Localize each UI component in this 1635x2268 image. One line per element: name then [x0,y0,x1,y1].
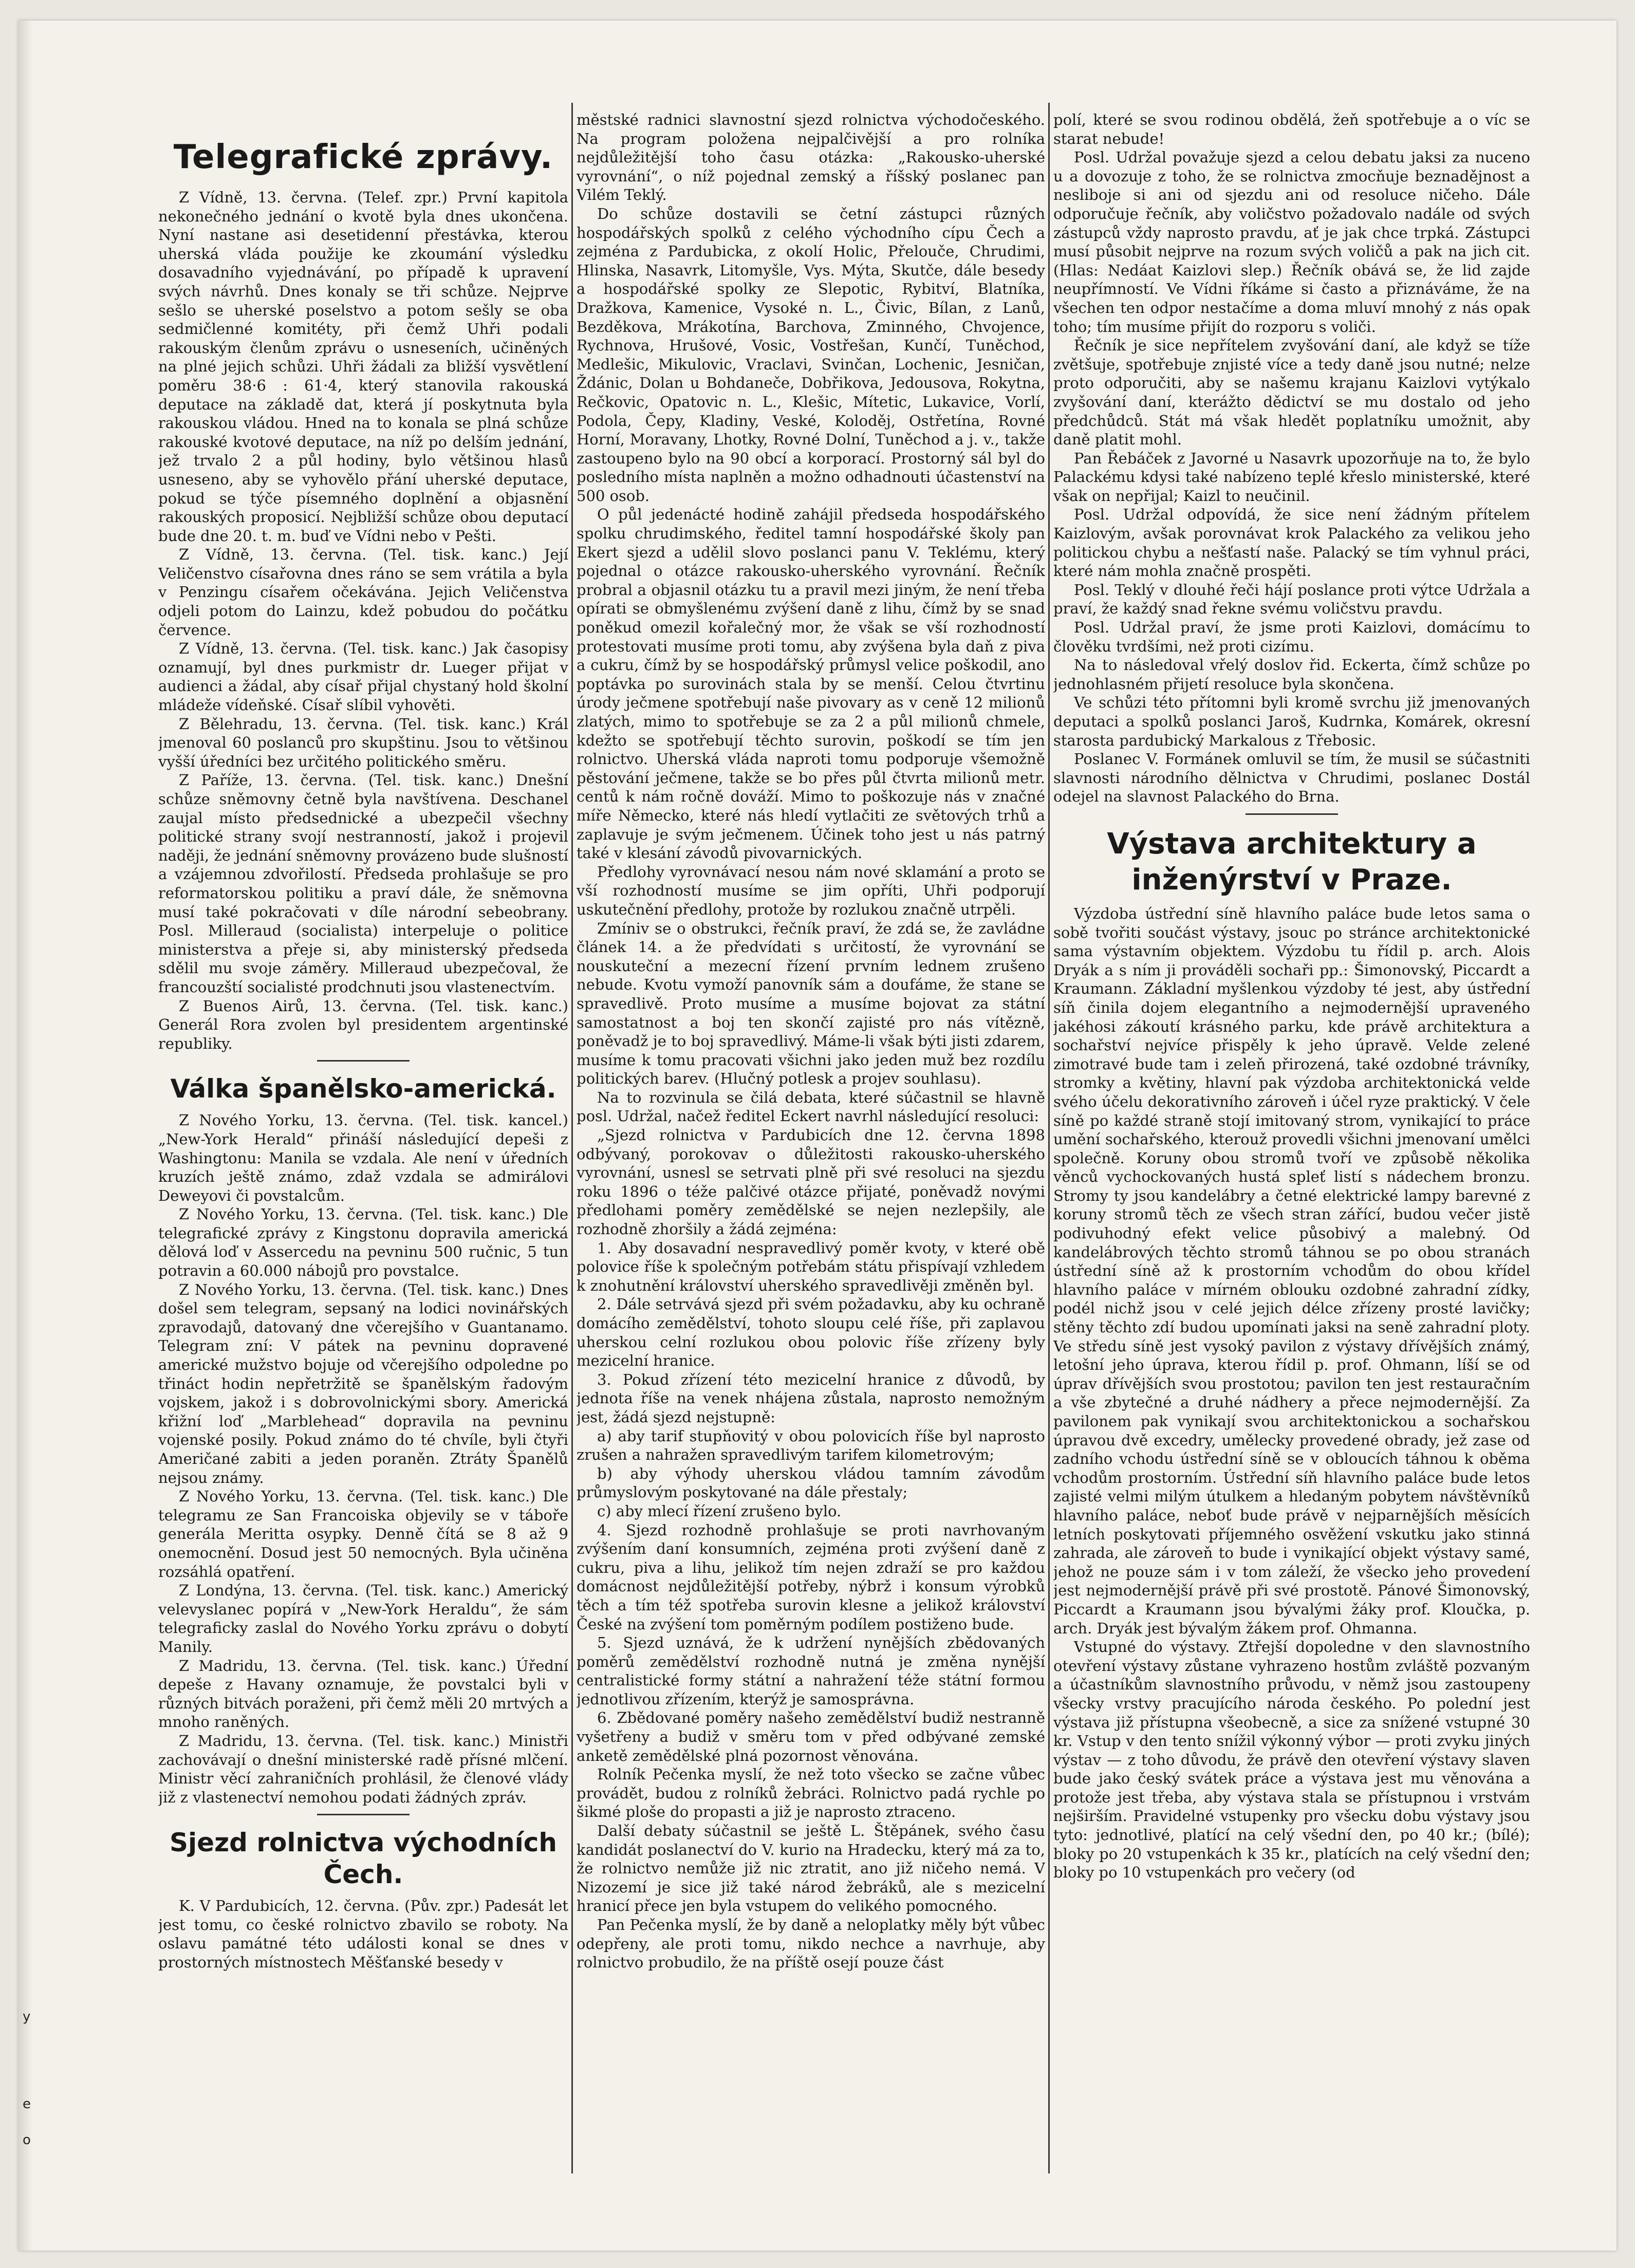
article-paragraph: Výzdoba ústřední síně hlavního paláce bude letos sama o sobě tvořiti součást výstavy, jsouc po stránce architektonické sama výstavním objektem. Výzdobu tu řídil p. arch. Alois Dryák a s ním ji prováděli sochaři pp.: Šimonovský, Piccardt a Kraumann. Základní myšlenkou výzdoby té jest, aby ústřední síň činila dojem elegantního a nejmodernější upraveného jakéhosi zákoutí krásného parku, kde právě architektura a sochařství nejvíce přispěly k jeho úpravě. Velde zelené zimotravé bude tam i zeleň přirozená, také ozdobné trávníky, stromky a květiny, hlavní pak výzdoba architektonická velde svého účelu dekorativního zároveň i účel ryze praktický. V čele síně po každé straně stojí imitovaný strom, vynikající to práce umění sochařského, kterouž provedli všichni jmenovaní umělci společně. Koruny obou stromů tvoří ve způsobě několika věnců vychockovaných hustá spleť listí s nádechem bronzu. Stromy ty jsou kandelábry a četné elektrické lampy barevné z koruny stromů těch ze všech stran zářící, budou večer jistě podivuhodný efekt velice působivý a malebný. Od kandelábrových těchto stromů táhnou se po obou stranách ústřední síně až k prostorním vchodům do obou křídel hlavního paláce v mírném oblouku ozdobné zahradní zídky, podél nichž jsou v celé jejich délce zřízeny prosté lavičky; stěny těchto zdí budou upomínati jaksi na seně zahradní ploty. Ve středu síně jest vysoký pavilon z výstavy dřívějších známý, letošní jeho úprava, kterou řídil p. prof. Ohmann, líší se od úprav dřívějších svou prostotou; pavilon ten jest restauračním a vše zbytečné a druhé nádhery a přece nejmodernější. Za pavilonem pak vynikají svou architektonickou a sochařskou úpravou dvě excedry, umělecky provedené obrady, jež zase od zadního vchodu ústřední síně se v obloucích táhnou k oběma vchodům prostorním. Ústřední síň hlavního paláce bude letos zajisté velmi milým útulkem a hledaným pobytem návštěvníků hlavního paláce, neboť bude právě v nejparnějších měsících letních poskytovati příjemného osvěžení vskutku jako stinná zahrada, ale zároveň to bude i vynikající objekt výstavy samé, jehož ne pouze sám i v tom záleží, že všecko jeho provedení jest nejmodernější právě při své prostotě. Pánové Šimonovský, Piccardt a Kraumann jsou bývalými žáky prof. Kloučka, p. arch. Dryák jest bývalým žákem prof. Ohmanna. [1053,904,1530,1637]
article-paragraph: O půl jedenácté hodině zahájil předseda hospodářského spolku chrudimského, ředitel tamní hospodářské školy pan Ekert sjezd a udělil slovo poslanci panu V. Teklému, který pojednal o otázce rakousko-uherského vyrovnání. Řečník probral a objasnil otázku tu a pravil mezi jiným, že není třeba opírati se obmyšlenému zvýšení daně z lihu, čímž by se snad poněkud omezil kořalečný mor, že však se vší rozhodností protestovati musíme proti tomu, aby zvýšena byla daň z piva a cukru, čímž by se hospodářský průmysl velice poškodil, ano poptávka po surovinách stala by se menší. Celou čtvrtinu úrody ječmene spotřebují naše pivovary as v ceně 12 milionů zlatých, mimo to spotřebuje se za 2 a půl milionů chmele, kdežto se spotřebují těchto surovin, poškodí se tím jen rolnictvo. Uherská vláda naproti tomu podporuje všemožně pěstování ječmene, takže se bo přes půl čtvrta milionů metr. centů k nám ročně dováží. Mimo to poškozuje nás v značné míře Německo, které nás hledí vytlačiti ze světových trhů a zaplavuje je svým ječmenem. Účinek toho jest u nás patrný také v klesání závodů pivovarnických. [577,506,1045,862]
article-paragraph: c) aby mlecí řízení zrušeno bylo. [597,1502,842,1520]
article-paragraph: Posl. Teklý v dlouhé řeči hájí poslance proti výtce Udržala a praví, že každý snad řekne svému voličstvu pravdu. [1053,581,1530,618]
article-paragraph: 6. Zbědované poměry našeho zemědělství budiž nestranně vyšetřeny a budiž v směru tom v před odbývané zemské anketě zemědělské plná pozornost věnována. [577,1709,1045,1764]
article-paragraph: Posl. Udržal praví, že jsme proti Kaizlovi, domácímu to člověku tvrdšími, než proti cizímu. [1053,619,1530,655]
article-paragraph: Pan Pečenka myslí, že by daně a neloplatky měly být vůbec odepřeny, ale proti tomu, nikdo nechce a navrhuje, aby rolnictvo probudilo, že na příště osejí pouze část [577,1916,1045,1972]
margin-mark: e [23,2096,31,2112]
article-paragraph: Rolník Pečenka myslí, že než toto všecko se začne vůbec provádět, budou z rolníků žebráci. Rolnictvo padá rychle po šikmé ploše do propasti a již je naprosto ztraceno. [577,1765,1045,1821]
article-paragraph: 1. Aby dosavadní nespravedlivý poměr kvoty, v které obě polovice říše k společným potřebám státu přispívají vzhledem k znohutnění království uherského spravedlivěji změněn byl. [577,1239,1045,1294]
section-heading-exhibition: Výstava architektury a inženýrství v Praze. [1107,827,1477,897]
column-rule [571,103,573,2173]
section-heading-telegrams: Telegrafické zprávy. [173,138,553,176]
article-paragraph: Z Madridu, 13. června. (Tel. tisk. kanc.) Ministři zachovávají o dnešní ministerské radě přísné mlčení. Ministr věcí zahraničních prohlásil, že členové vlády již z vlastenectví nemohou podati žádných zpráv. [158,1732,568,1806]
divider [1246,813,1338,815]
article-paragraph: Na to následoval vřelý doslov řid. Eckerta, čímž schůze po jednohlasném přijetí resoluce byla skončena. [1053,656,1530,693]
article-paragraph: Vstupné do výstavy. Ztřejší dopoledne v den slavnostního otevření výstavy zůstane vyhrazeno hostům zvláště pozvaným a účastníkům slavnostního průvodu, v němž jsou zastoupeny všecky vrstvy pracujícího národa českého. Po polední jest výstava již přístupna všeobecně, a sice za snížené vstupné 30 kr. Vstup v den tento snížil výkonný výbor — proti zvyku jiných výstav — z toho důvodu, že právě den otevření výstavy slaven bude jako český svátek práce a výstava jest mu věnována a protože jest třeba, aby výstava stala se přístupnou i vrstvám nejširším. Pravidelné vstupenky pro všecku dobu výstavy jsou tyto: jednotlivé, platící na celý všední den, po 40 kr.; (bílé); bloky po 20 vstupenkách k 35 kr., platících na celý všední den; bloky po 10 vstupenkách pro večery (od [1053,1638,1530,1882]
article-paragraph: Na to rozvinula se čilá debata, které súčastnil se hlavně posl. Udržal, načež ředitel Eckert navrhl následující resoluci: [577,1088,1045,1125]
page-edge-shadow [18,21,33,2251]
article-paragraph: Z Madridu, 13. června. (Tel. tisk. kanc.) Úřední depeše z Havany oznamuje, že povstalci byli v různých bitvách poraženi, při čemž měli 20 mrtvých a mnoho raněných. [158,1657,568,1731]
article-paragraph: Z Londýna, 13. června. (Tel. tisk. kanc.) Americký velevyslanec popírá v „New-York Heraldu“, že sám telegraficky zaslal do Nového Yorku zprávu o dobytí Manily. [158,1582,568,1656]
article-paragraph: 3. Pokud zřízení této mezicelní hranice z důvodů, by jednota říše na venek nhájena zůstala, naprosto nemožným jest, žádá sjezd nejstupně: [577,1370,1045,1426]
article-paragraph: b) aby výhody uherskou vládou tamním závodům průmyslovým poskytované na dále přestaly; [577,1464,1045,1501]
article-paragraph: Z Buenos Airů, 13. června. (Tel. tisk. kanc.) Generál Rora zvolen byl presidentem argentinské republiky. [158,997,568,1052]
column-2 [577,110,1045,2155]
newspaper-page [18,21,1617,2251]
divider [317,1814,410,1815]
section-heading-war: Válka španělsko-americká. [170,1074,556,1104]
article-paragraph: Do schůze dostavili se četní zástupci různých hospodářských spolků z celého východního cípu Čech a zejména z Pardubicka, z okolí Holic, Přelouče, Chrudimi, Hlinska, Nasavrk, Litomyšle, Vys. Mýta, Skutče, dále besedy a hospodářské spolky ze Slepotic, Rybitví, Blatníka, Dražkova, Kamenice, Vysoké n. L., Čivic, Bílan, z Lanů, Bezděkova, Mrákotína, Barchova, Zminného, Chvojence, Rychnova, Hrušové, Vosic, Vostřešan, Kunčí, Tuněchod, Medlešic, Mikulovic, Vraclavi, Svinčan, Lochenic, Jesničan, Ždánic, Dolan u Bohdaneče, Dobřikova, Jedousova, Rokytna, Rečkovic, Opatovic n. L., Klešic, Mítetic, Lukavice, Vorlí, Podola, Čepy, Kladiny, Veské, Koloděj, Ostřetína, Rovné Horní, Moravany, Lhotky, Rovné Dolní, Tuněchod a j. v., takže zastoupeno bylo na 90 obcí a korporací. Prostorný sál byl do posledního místa naplněn a možno odhadnouti účastenství na 500 osob. [577,205,1045,505]
article-paragraph: 4. Sjezd rozhodně prohlašuje se proti navrhovaným zvýšením daní konsumních, zejména proti zvýšení daně z cukru, piva a lihu, jelikož tím nejen zdraží se pro každou domácnost nejdůležitější potřeby, nýbrž i konsum výrobků těch a tím též spotřeba surovin klesne a jelikož království České na zvýšení tom poměrným podílem postiženo bude. [577,1521,1045,1633]
article-paragraph: Posl. Udržal odpovídá, že sice není žádným přítelem Kaizlovým, avšak porovnávat krok Palackého za velikou jeho politickou chybu a nešťastí naše. Palacký se tím vyhnul práci, které nám mohla značně prospěti. [1053,506,1530,580]
article-paragraph: Z Vídně, 13. června. (Tel. tisk. kanc.) Její Veličenstvo císařovna dnes ráno se sem vrátila a byla v Penzingu císařem očekávána. Jejich Veličenstva odjeli potom do Lainzu, kdež pobudou do počátku července. [158,546,568,639]
article-paragraph: městské radnici slavnostní sjezd rolnictva východočeského. Na program položena nejpalčivější a pro rolníka nejdůležitější toho času otázka: „Rakousko-uherské vyrovnání“, o níž pojednal zemský a říšský poslanec pan Vilém Teklý. [577,111,1045,204]
article-paragraph: polí, které se svou rodinou obdělá, žeň spotřebuje a o víc se starat nebude! [1053,111,1530,147]
article-paragraph: Z Vídně, 13. června. (Telef. zpr.) První kapitola nekonečného jednání o kvotě byla dnes ukončena. Nyní nastane asi desetidenní přestávka, kterou uherská vláda použije ke zkoumání výsledku dosavadního vyjednávání, po případě k upravení svých návrhů. Dnes konaly se tři schůze. Nejprve sešlo se uherské poselstvo a potom sešly se oba sedmičlenné komitéty, při čemž Uhři podali rakouským členům zprávu o usneseních, učiněných na plné jejich schůzi. Uhři žádali za bližší vysvětlení poměru 38·6 : 61·4, který stanovila rakouská deputace na základě dat, která jí poskytnuta byla rakouskou vládou. Hned na to konala se plná schůze rakouské kvotové deputace, na níž po delším jednání, jež trvalo 2 a půl hodiny, bylo většinou hlasů usneseno, aby se vyhovělo přání uherské deputace, pokud se týče písemného doplnění a objasnění rakouských proposicí. Nejbližší schůze obou deputací bude dne 20. t. m. buď ve Vídni nebo v Pešti. [158,189,568,545]
margin-mark: o [23,2132,31,2148]
article-paragraph: a) aby tarif stupňovitý v obou polovicích říše byl naprosto zrušen a nahražen spravedlivým tarifem kilometrovým; [577,1427,1045,1464]
article-paragraph: Pan Řebáček z Javorné u Nasavrk upozorňuje na to, že bylo Palackému kdysi také nabízeno teplé křeslo ministerské, které však on nepřijal; Kaizl to neučinil. [1053,449,1530,505]
article-paragraph: 5. Sjezd uznává, že k udržení nynějších zbědovaných poměrů zemědělství rozhodně nutná je změna nynější centralistické formy státní a nahražení téže státní formou jednotlivou zřízením, kterýž je samosprávna. [577,1634,1045,1708]
article-paragraph: Z Nového Yorku, 13. června. (Tel. tisk. kanc.) Dnes došel sem telegram, sepsaný na lodici novinářských zpravodajů, datovaný dne včerejšího v Guantanamo. Telegram zní: V pátek na pevninu dopravené americké mužstvo bojuje od včerejšího odpoledne po třináct hodin nepřetržitě se španělským řadovým vojskem, jakož i s dobrovolnickými sbory. Americká křižní loď „Marblehead“ dopravila na pevninu vojenské posily. Pokud známo do té chvíle, byli čtyři Američané zabiti a jeden poraněn. Ztráty Španělů nejsou známy. [158,1280,568,1486]
article-paragraph: Z Nového Yorku, 13. června. (Tel. tisk. kancel.) „New-York Herald“ přináší následující depeši z Washingtonu: Manila se vzdala. Ale není v úředních kruzích ještě známo, zdaž vzdala se admirálovi Deweyovi či povstalcům. [158,1111,568,1204]
article-paragraph: Další debaty súčastnil se ještě L. Štěpánek, svého času kandidát poslanectví do V. kurio na Hradecku, který má za to, že rolnictvo nemůže již nic ztratit, ano již ničeho nemá. V Nizozemí je sice již také národ žebráků, ale s mezicelní hranicí přece jen byla vstupem do velikého pomocného. [577,1822,1045,1915]
margin-mark: y [23,2009,31,2024]
article-paragraph: Předlohy vyrovnávací nesou nám nové sklamání a proto se vší rozhodností musíme se jim opříti, Uhři podporují uskutečnění předlohy, protože by rozlukou značně utrpěli. [577,863,1045,918]
article-paragraph: „Sjezd rolnictva v Pardubicích dne 12. června 1898 odbývaný, porokovav o důležitosti rakousko-uherského vyrovnání, usnesl se setrvati plně při své resoluci na sjezdu roku 1896 o téže palčivé otázce přijaté, poněvadž novými předlohami poměry zemědělské se nejen nezlepšily, ale rozhodně zhoršily a žádá zejména: [577,1126,1045,1238]
article-paragraph: 2. Dále setrvává sjezd při svém požadavku, aby ku ochraně domácího zemědělství, tohoto sloupu celé říše, při zaplavou uherskou celní rozlukou obou polovic říše zřízeny byly mezicelní hranice. [577,1295,1045,1370]
article-paragraph: Řečník je sice nepřítelem zvyšování daní, ale když se tíže zvětšuje, spotřebuje znjisté více a tedy daně jsou nutné; nelze proto odporučiti, aby se našemu krajanu Kaizlovi vytýkalo zvyšování daní, kterážto dědictví se mu dostalo od jeho předchůdců. Stát má však hledět poplatníku umožnit, aby daně platit mohl. [1053,337,1530,449]
article-paragraph: Ve schůzi této přítomni byli kromě svrchu již jmenovaných deputaci a spolků poslanci Jaroš, Kudrnka, Komárek, okresní starosta pardubický Markalous z Třebosic. [1053,694,1530,749]
article-paragraph: K. V Pardubicích, 12. června. (Pův. zpr.) Padesát let jest tomu, co české rolnictvo zbavilo se roboty. Na oslavu památné této události konal se dnes v prostorných místnostech Měšťanské besedy v [158,1897,568,1972]
article-paragraph: Z Nového Yorku, 13. června. (Tel. tisk. kanc.) Dle telegramu ze San Francoiska objevily se v táboře generála Meritta osypky. Denně čítá se 8 až 9 onemocnění. Dosud jest 50 nemocných. Byla učiněna rozsáhlá opatření. [158,1488,568,1581]
article-paragraph: Z Vídně, 13. června. (Tel. tisk. kanc.) Jak časopisy oznamují, byl dnes purkmistr dr. Lueger přijat v audienci a žádal, aby císař přijal chystaný hold školní mládeže vídeňské. Císař slíbil vyhověti. [158,640,568,714]
article-paragraph: Poslanec V. Formánek omluvil se tím, že musil se súčastniti slavnosti národního dělnictva v Chrudimi, poslanec Dostál odejel na slavnost Palackého do Brna. [1053,750,1530,806]
section-heading-congress: Sjezd rolnictva východních Čech. [169,1828,558,1890]
column-1 [158,108,568,2153]
article-paragraph: Zmíniv se o obstrukci, řečník praví, že zdá se, že zavládne článek 14. a že předvídati s určitostí, že vyrovnání se nouskuteční a mezecní řízení prvním lednem zrušeno nebude. Kvotu vymoží panovník sám a doufáme, že stane se spravedlivě. Proto musíme a musíme bojovat za státní samostatnost a boj ten skončí zajisté pro nás vítězně, poněvadž je to boj spravedlivý. Máme-li však býti jisti zdarem, musíme k tomu pracovati všichni jako jeden muž bez rozdílu politických barev. (Hlučný potlesk a projev souhlasu). [577,919,1045,1088]
column-3 [1053,110,1530,2155]
divider [317,1060,410,1062]
article-paragraph: Z Paříže, 13. června. (Tel. tisk. kanc.) Dnešní schůze sněmovny četně byla navštívena. Deschanel zaujal místo předsednické a ubezpečil všechny politické strany svojí nestranností, jakož i projevil naději, že jednání sněmovny provázeno bude slušností a vzájemnou zdvořilostí. Předseda prohlašuje se pro reformatorskou politiku a praví dále, že sněmovna musí také pokračovati v díle národní sebeobrany. Posl. Milleraud (socialista) interpeluje o politice ministerstva a přeje si, aby ministerský předseda sdělil mu svoje záměry. Milleraud ubezpečoval, že francouzští socialisté prodchnuti jsou vlastenectvím. [158,771,568,996]
column-rule [1048,103,1050,2173]
article-paragraph: Z Bělehradu, 13. června. (Tel. tisk. kanc.) Král jmenoval 60 poslanců pro skupštinu. Jsou to většinou vyšší úředníci bez určitého politického směru. [158,715,568,770]
article-paragraph: Posl. Udržal považuje sjezd a celou debatu jaksi za nuceno u a dovozuje z toho, že se rolnictva zmocňuje beznadějnost a nesliboje si ani od sjezdu ani od resoluce ničeho. Dále odporučuje řečník, aby voličstvo požadovalo nadále od svých zástupců vždy naprosto pravdu, ať je jak chce trpká. Zástupci musí působit nejprve na rozum svých voličů a pak na jich cit. (Hlas: Nedáat Kaizlovi slep.) Řečník obává se, že lid zajde neupřímností. Ve Vídni říkáme si často a přiznáváme, že na všechen ten odpor nestačíme a doma mluví mnohý z nás opak toho; tím musíme přijít do rozporu s voliči. [1053,148,1530,336]
article-paragraph: Z Nového Yorku, 13. června. (Tel. tisk. kanc.) Dle telegrafické zprávy z Kingstonu dopravila americká dělová loď v Assercedu na pevninu 500 ručnic, 5 tun potravin a 60.000 nábojů pro povstalce. [158,1205,568,1280]
